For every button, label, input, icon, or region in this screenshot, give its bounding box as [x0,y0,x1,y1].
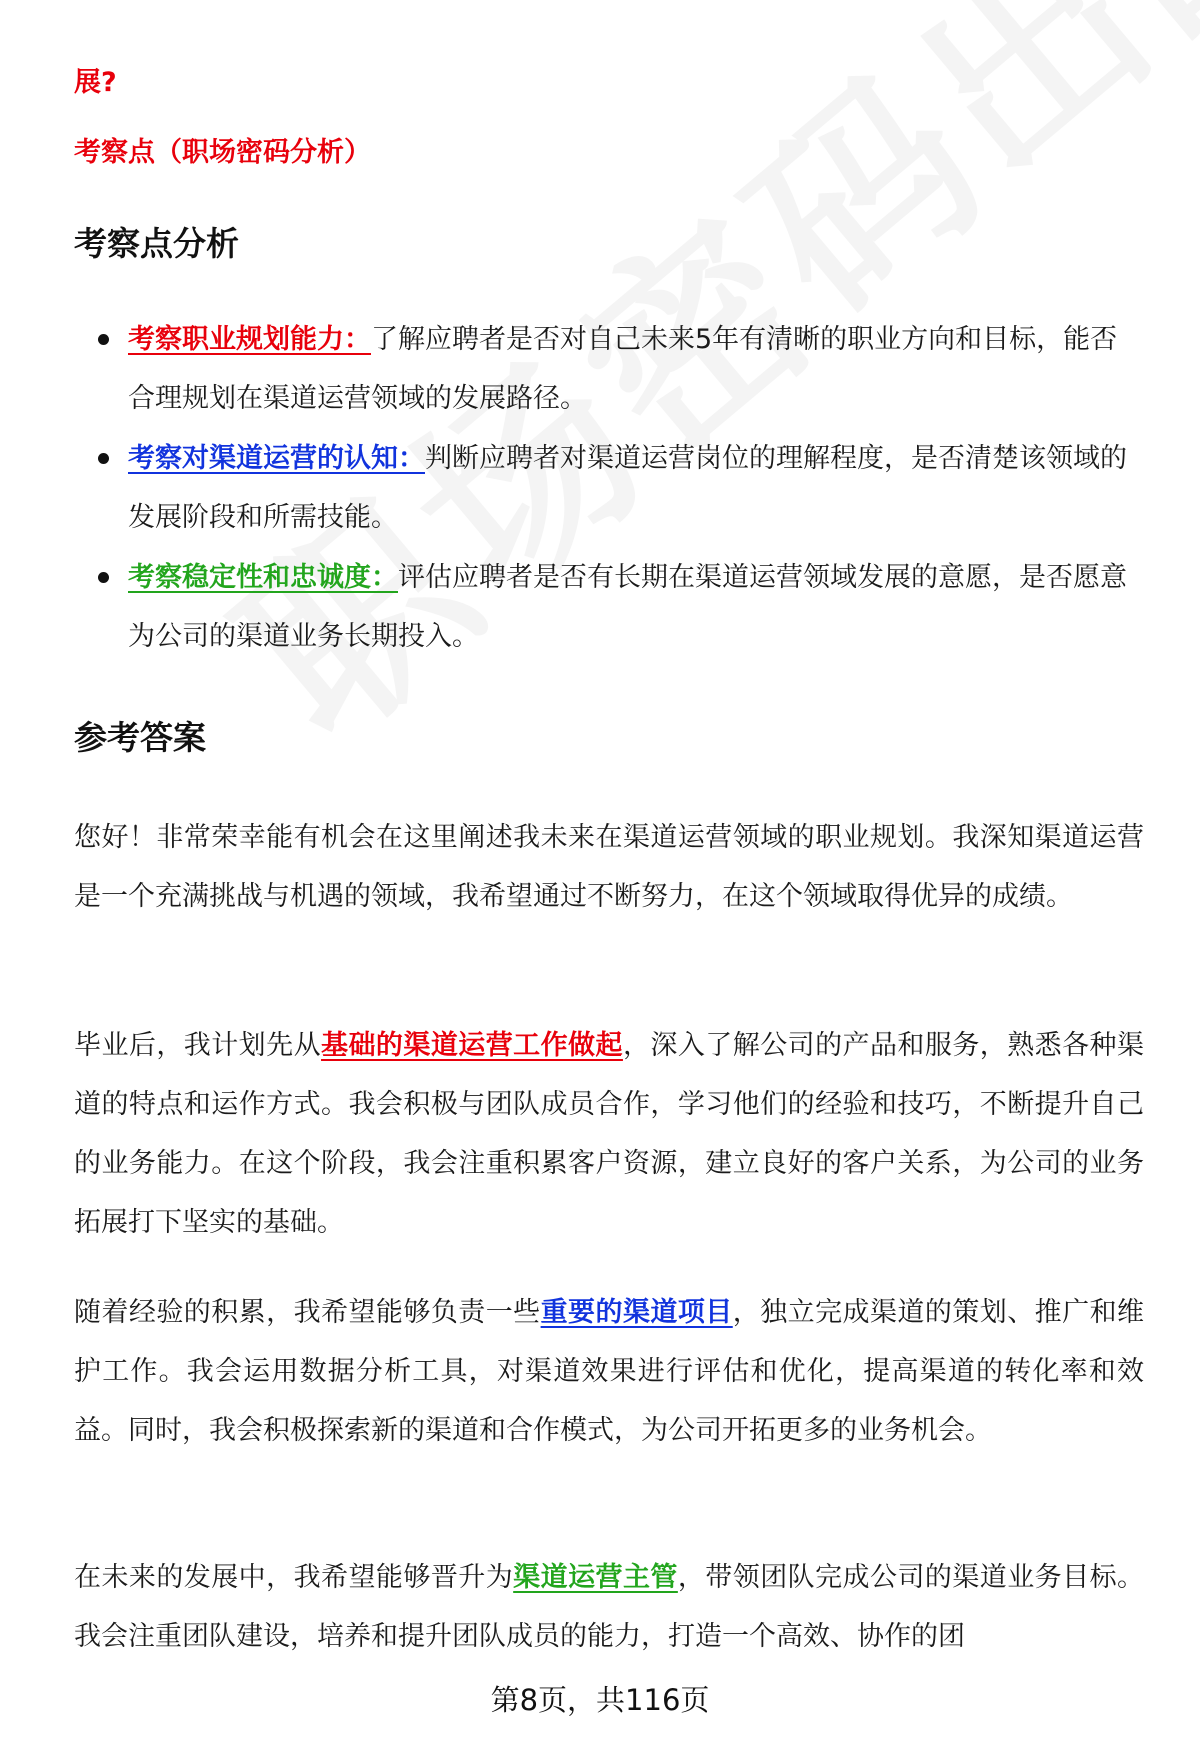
highlight-text: 重要的渠道项目 [540,1297,733,1328]
highlight-text: 基础的渠道运营工作做起 [321,1030,623,1061]
answer-paragraph-2 [74,1016,1144,1252]
list-item [74,548,1144,666]
answer-paragraph-4 [74,1548,1144,1666]
point-text: 评估应聘者是否有长期在渠道运营领域发展的意愿，是否愿意为公司的渠道业务长期投入。 [128,562,1127,652]
list-item [74,310,1144,428]
paragraph-text: 随着经验的积累，我希望能够负责一些 [74,1297,541,1328]
bullet-icon [98,334,109,345]
paragraph-text: ，独立完成渠道的策划、推广和维护工作。我会运用数据分析工具，对渠道效果进行评估和优化，提高渠道的转化率和效益。同时，我会积极探索新的渠道和合作模式，为公司开拓更多的业务机会。 [74,1297,1145,1446]
point-text: 判断应聘者对渠道运营岗位的理解程度，是否清楚该领域的发展阶段和所需技能。 [128,443,1127,533]
answer-heading: 参考答案 [74,718,206,757]
paragraph-text: ，带领团队完成公司的渠道业务目标。我会注重团队建设，培养和提升团队成员的能力，打造一个高效、协作的团 [74,1562,1145,1652]
paragraph-text: ，深入了解公司的产品和服务，熟悉各种渠道的特点和运作方式。我会积极与团队成员合作，学习他们的经验和技巧，不断提升自己的业务能力。在这个阶段，我会注重积累客户资源，建立良好的客户关系，为公司的业务拓展打下坚实的基础。 [74,1030,1145,1238]
point-label: 考察对渠道运营的认知： [128,443,425,474]
section-title-kc: 考察点（职场密码分析） [74,137,371,168]
highlight-text: 渠道运营主管 [513,1562,678,1593]
list-item [74,429,1144,547]
answer-paragraph-3 [74,1283,1144,1460]
bullet-icon [98,453,109,464]
point-text: 了解应聘者是否对自己未来5年有清晰的职业方向和目标，能否合理规划在渠道运营领域的发展路径。 [128,324,1118,414]
analysis-list [74,310,1144,667]
page-number: 第8页，共116页 [490,1683,710,1717]
bullet-icon [98,572,109,583]
answer-paragraph-1: 您好！非常荣幸能有机会在这里阐述我未来在渠道运营领域的职业规划。我深知渠道运营是一个充满挑战与机遇的领域，我希望通过不断努力，在这个领域取得优异的成绩。 [74,822,1144,912]
paragraph-text: 毕业后，我计划先从 [74,1030,322,1061]
point-label: 考察稳定性和忠诚度： [128,562,398,593]
question-tail: 展? [74,67,117,98]
analysis-heading: 考察点分析 [74,224,239,263]
paragraph-text: 在未来的发展中，我希望能够晋升为 [74,1562,514,1593]
point-label: 考察职业规划能力： [128,324,371,355]
